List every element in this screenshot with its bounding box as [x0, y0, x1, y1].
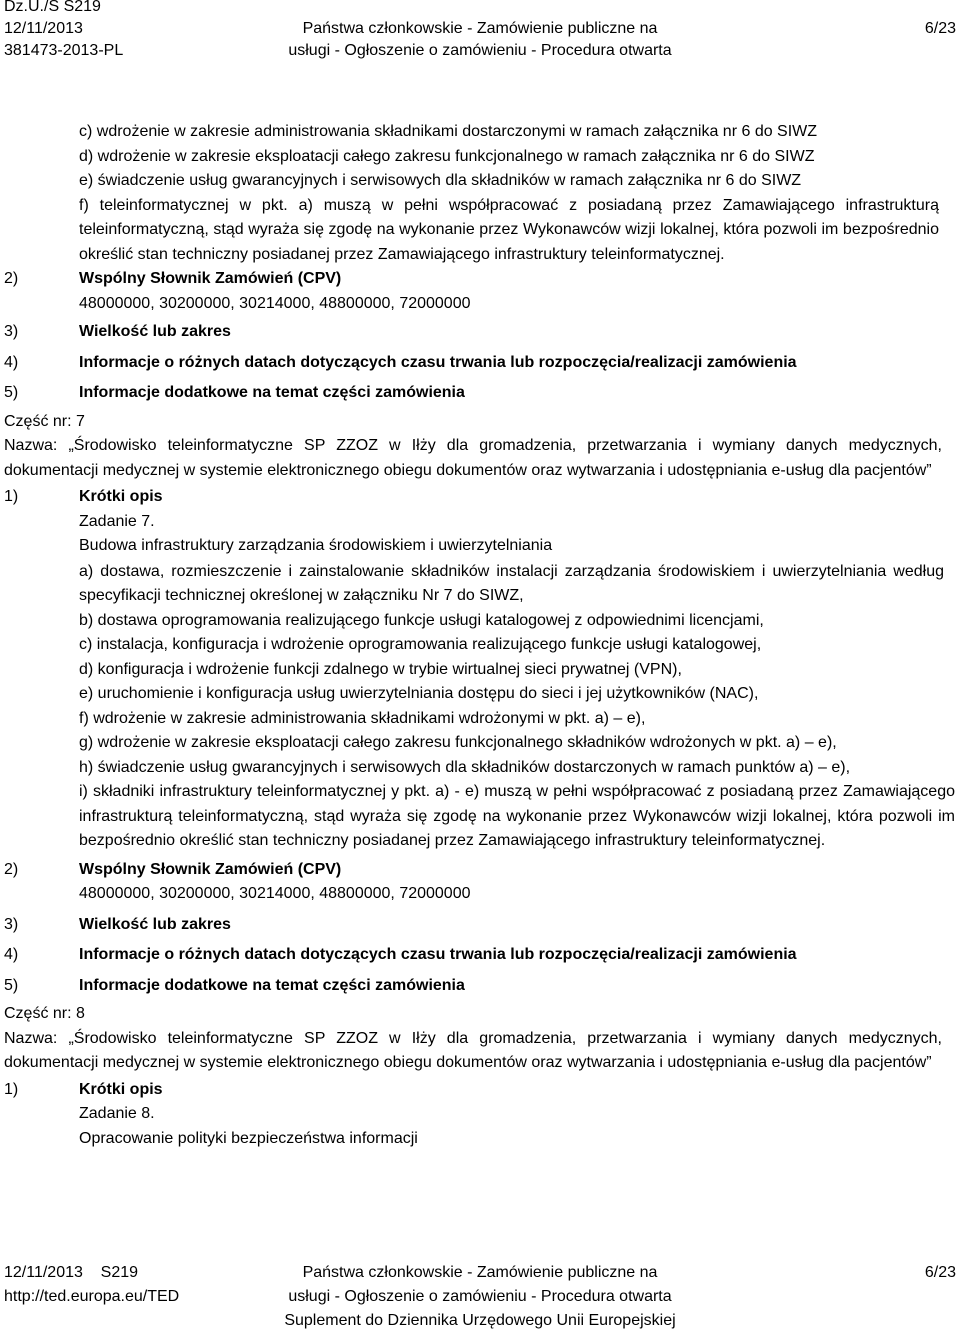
footer-url[interactable]: http://ted.europa.eu/TED	[4, 1288, 180, 1305]
list-item: g) wdrożenie w zakresie eksploatacji całego zakresu funkcjonalnego składników wdrożonych w pkt. a) – e),	[79, 734, 837, 751]
section-label: Informacje dodatkowe na temat części zamówienia	[79, 976, 465, 994]
header-ref: 381473-2013-PL	[4, 42, 124, 59]
section-number: 2)	[4, 860, 19, 878]
section-number: 1)	[4, 1080, 19, 1098]
part-8	[0, 1002, 960, 1151]
page-header	[0, 0, 960, 66]
list-item: h) świadczenie usług gwarancyjnych i serwisowych dla składników dostarczonych w ramach punktów a) – e),	[79, 758, 851, 776]
section-number: 4)	[4, 353, 19, 371]
section-scope	[0, 913, 960, 938]
footer-title-line2: usługi - Ogłoszenie o zamówieniu - Procedura otwarta	[288, 1288, 672, 1305]
part-number: Część nr: 7	[4, 412, 85, 430]
doc-id: Dz.U./S S219	[4, 0, 101, 15]
task-subtitle: Opracowanie polityki bezpieczeństwa informacji	[79, 1129, 418, 1147]
description-body	[0, 1102, 960, 1151]
description-body	[0, 510, 960, 854]
cpv-codes: 48000000, 30200000, 30214000, 48800000, 72000000	[79, 885, 471, 902]
sections-part7	[0, 858, 960, 999]
section-additional-info	[0, 381, 960, 406]
section-cpv	[0, 267, 960, 292]
section-number: 1)	[4, 488, 19, 505]
sections-part6	[0, 267, 960, 406]
list-item: f) teleinformatycznej w pkt. a) muszą w pełni współpracować z posiadaną przez Zamawiającego infrastrukturą teleinformatyczną, stąd wyraża się zgodę na wykonanie przez Wykonawców wizji lokalnej, która pozwoli im bezpośrednio określić stan techniczny posiadanej przez Zamawiającego infrastruktury teleinformatycznej.	[79, 196, 939, 263]
header-date: 12/11/2013	[4, 20, 83, 37]
footer-page-number: 6/23	[924, 1264, 956, 1281]
footer-date-issue: 12/11/2013 S219	[4, 1264, 139, 1281]
part-7	[0, 410, 960, 854]
list-item: c) wdrożenie w zakresie administrowania składnikami dostarczonymi w ramach załącznika nr 6 do SIWZ	[79, 123, 818, 140]
part-number: Część nr: 8	[4, 1005, 85, 1022]
task-title: Zadanie 8.	[79, 1105, 155, 1122]
section-short-description	[0, 1078, 960, 1103]
section-dates	[0, 943, 960, 968]
part-name: Nazwa: „Środowisko teleinformatyczne SP ZZOZ w Iłży dla gromadzenia, przetwarzania i wymiany danych medycznych, dokumentacji medycznej w systemie elektronicznego obiegu dokumentów oraz wytwarzania i udostępniania e-usług dla pacjentów”	[4, 437, 942, 479]
header-title-line1: Państwa członkowskie - Zamówienie publiczne na	[302, 20, 658, 37]
section-label: Wspólny Słownik Zamówień (CPV)	[79, 860, 342, 878]
list-item: e) uruchomienie i konfiguracja usług uwierzytelniania dostępu do sieci i jej użytkowników (NAC),	[79, 685, 759, 702]
task-title: Zadanie 7.	[79, 512, 155, 530]
section-dates	[0, 351, 960, 376]
section-label: Krótki opis	[79, 488, 163, 505]
section-label: Informacje o różnych datach dotyczących czasu trwania lub rozpoczęcia/realizacji zamówienia	[79, 353, 797, 371]
list-item: d) wdrożenie w zakresie eksploatacji całego zakresu funkcjonalnego w ramach załącznika nr 6 do SIWZ	[79, 147, 815, 165]
list-item: i) składniki infrastruktury teleinformatycznej y pkt. a) - e) muszą w pełni współpracować z posiadaną przez Zamawiającego infrastrukturą teleinformatyczną, stąd wyraża się zgodę na wykonanie przez Wykonawców wizji lokalnej, która pozwoli im bezpośrednio określić stan techniczny posiadanej przez Zamawiającego infrastruktury teleinformatycznej.	[79, 783, 955, 849]
section-number: 3)	[4, 915, 19, 933]
page-footer	[0, 1262, 960, 1334]
section-number: 5)	[4, 976, 19, 994]
section-label: Wielkość lub zakres	[79, 323, 231, 340]
page-content	[0, 120, 960, 1151]
list-item: a) dostawa, rozmieszczenie i zainstalowanie składników instalacji zarządzania środowiskiem i uwierzytelniania według specyfikacji technicznej określonej w załączniku Nr 7 do SIWZ,	[79, 562, 944, 604]
cpv-codes: 48000000, 30200000, 30214000, 48800000, 72000000	[79, 294, 471, 312]
footer-title-line3: Suplement do Dziennika Urzędowego Unii Europejskiej	[284, 1312, 676, 1329]
list-item: f) wdrożenie w zakresie administrowania składnikami wdrożonymi w pkt. a) – e),	[79, 709, 646, 727]
section-label: Informacje o różnych datach dotyczących czasu trwania lub rozpoczęcia/realizacji zamówienia	[79, 946, 797, 963]
section-label: Informacje dodatkowe na temat części zamówienia	[79, 384, 465, 401]
section-label: Wspólny Słownik Zamówień (CPV)	[79, 270, 342, 287]
list-item: e) świadczenie usług gwarancyjnych i serwisowych dla składników w ramach załącznika nr 6 do SIWZ	[79, 172, 802, 189]
header-page-number: 6/23	[924, 20, 956, 37]
section-number: 3)	[4, 323, 19, 340]
section-scope	[0, 320, 960, 345]
footer-title-line1: Państwa członkowskie - Zamówienie publiczne na	[302, 1264, 658, 1281]
section-label: Wielkość lub zakres	[79, 915, 231, 933]
list-item: c) instalacja, konfiguracja i wdrożenie oprogramowania realizującego funkcje usługi katalogowej,	[79, 636, 762, 653]
section-short-description	[0, 485, 960, 510]
task-subtitle: Budowa infrastruktury zarządzania środowiskiem i uwierzytelniania	[79, 537, 553, 554]
section-number: 5)	[4, 384, 19, 401]
section-number: 4)	[4, 946, 19, 963]
section-additional-info	[0, 974, 960, 999]
part-name: Nazwa: „Środowisko teleinformatyczne SP ZZOZ w Iłży dla gromadzenia, przetwarzania i wymiany danych medycznych, dokumentacji medycznej w systemie elektronicznego obiegu dokumentów oraz wytwarzania i udostępniania e-usług dla pacjentów”	[4, 1029, 942, 1071]
list-item: d) konfiguracja i wdrożenie funkcji zdalnego w trybie wirtualnej sieci prywatnej (VPN),	[79, 660, 682, 678]
continued-list	[0, 120, 960, 267]
list-item: b) dostawa oprogramowania realizującego funkcje usługi katalogowej z odpowiednimi licencjami,	[79, 611, 764, 629]
section-number: 2)	[4, 270, 19, 287]
header-title-line2: usługi - Ogłoszenie o zamówieniu - Procedura otwarta	[288, 42, 672, 59]
section-label: Krótki opis	[79, 1080, 163, 1098]
section-cpv	[0, 858, 960, 883]
